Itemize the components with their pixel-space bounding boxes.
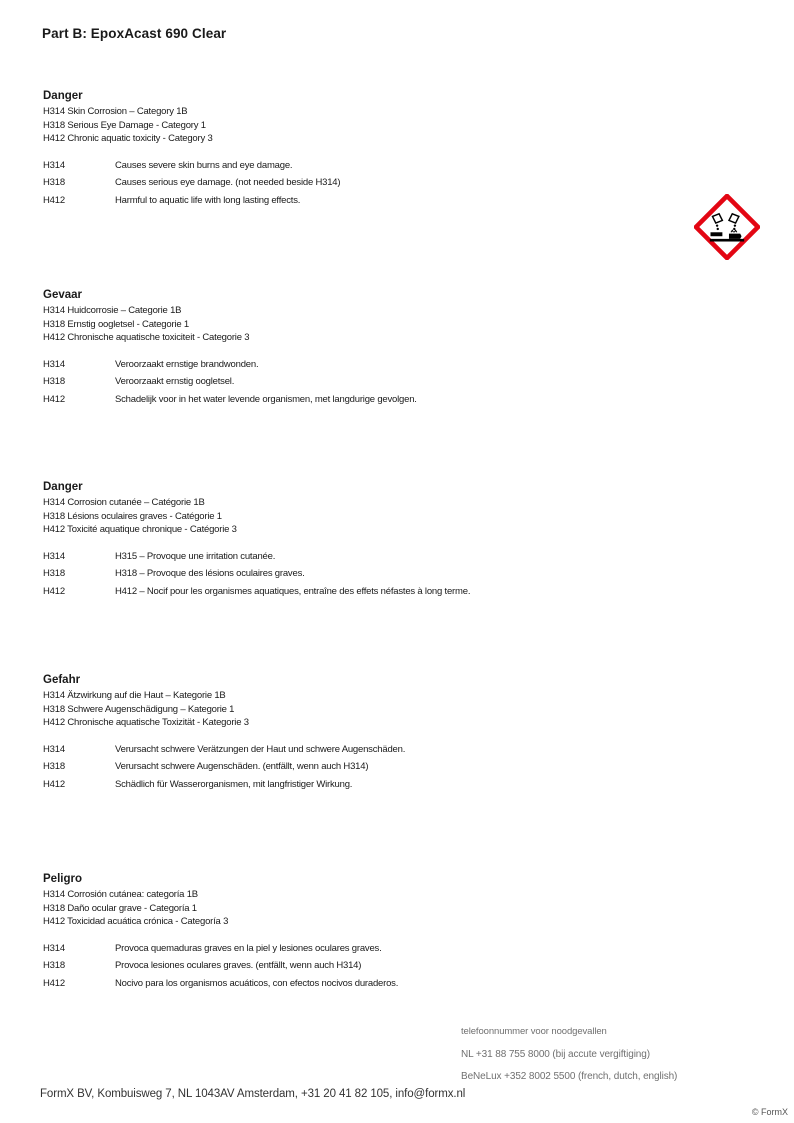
classification-line: H318 Daño ocular grave - Categoría 1 bbox=[43, 902, 197, 914]
statement-code: H318 bbox=[43, 177, 65, 188]
statement-code: H314 bbox=[43, 550, 65, 562]
classification-line: H314 Ätzwirkung auf die Haut – Kategorie 1B bbox=[43, 690, 226, 701]
hazard-statements bbox=[43, 548, 683, 601]
classification-line: H314 Huidcorrosie – Categorie 1B bbox=[43, 305, 182, 316]
emergency-title: telefoonnummer voor noodgevallen bbox=[461, 1026, 607, 1037]
statement-text: Causes severe skin burns and eye damage. bbox=[115, 159, 293, 171]
statement-text: Verursacht schwere Augenschäden. (entfällt, wenn auch H314) bbox=[115, 761, 369, 772]
statement-row bbox=[43, 957, 683, 975]
classification-line: H412 Chronische aquatische Toxizität - Kategorie 3 bbox=[43, 717, 249, 728]
hazard-statements bbox=[43, 356, 683, 409]
copyright: © FormX bbox=[751, 1107, 788, 1117]
statement-code: H412 bbox=[43, 393, 65, 405]
classification-line: H318 Lésions oculaires graves - Catégorie 1 bbox=[43, 510, 222, 522]
statement-row bbox=[43, 940, 683, 958]
ghs05-corrosion-pictogram-icon bbox=[694, 194, 760, 260]
statement-code: H318 bbox=[43, 761, 65, 772]
statement-code: H412 bbox=[43, 977, 65, 989]
statement-row bbox=[43, 174, 683, 192]
statement-text: H318 – Provoque des lésions oculaires graves. bbox=[115, 568, 305, 579]
statement-text: Provoca lesiones oculares graves. (entfällt, wenn auch H314) bbox=[115, 960, 362, 971]
signal-word: Danger bbox=[43, 90, 83, 102]
statement-code: H314 bbox=[43, 159, 65, 171]
statement-text: Causes serious eye damage. (not needed beside H314) bbox=[115, 177, 341, 188]
statement-text: Veroorzaakt ernstige brandwonden. bbox=[115, 358, 259, 370]
statement-row bbox=[43, 356, 683, 374]
statement-code: H412 bbox=[43, 585, 65, 597]
statement-row bbox=[43, 975, 683, 993]
statement-row bbox=[43, 373, 683, 391]
hazard-section-spanish bbox=[43, 872, 683, 992]
statement-row bbox=[43, 391, 683, 409]
statement-code: H412 bbox=[43, 778, 65, 790]
statement-row bbox=[43, 157, 683, 175]
statement-text: Provoca quemaduras graves en la piel y lesiones oculares graves. bbox=[115, 942, 382, 954]
statement-row bbox=[43, 548, 683, 566]
statement-row bbox=[43, 758, 683, 776]
classification-line: H318 Schwere Augenschädigung – Kategorie 1 bbox=[43, 703, 235, 715]
classification-line: H314 Skin Corrosion – Category 1B bbox=[43, 106, 188, 117]
statement-text: H315 – Provoque une irritation cutanée. bbox=[115, 550, 276, 562]
signal-word: Gefahr bbox=[43, 674, 81, 686]
page-title: Part B: EpoxAcast 690 Clear bbox=[42, 26, 227, 41]
statement-code: H318 bbox=[43, 568, 65, 579]
hazard-section-dutch bbox=[43, 288, 683, 408]
statement-row bbox=[43, 776, 683, 794]
statement-text: Harmful to aquatic life with long lasting effects. bbox=[115, 194, 301, 206]
signal-word: Peligro bbox=[43, 873, 82, 885]
footer-address: FormX BV, Kombuisweg 7, NL 1043AV Amsterdam, +31 20 41 82 105, info@formx.nl bbox=[40, 1088, 466, 1100]
hazard-statements bbox=[43, 157, 683, 210]
hazard-statements bbox=[43, 741, 683, 794]
classification-line: H314 Corrosion cutanée – Catégorie 1B bbox=[43, 497, 205, 508]
statement-text: Schädlich für Wasserorganismen, mit langfristiger Wirkung. bbox=[115, 778, 353, 790]
classification-line: H318 Ernstig oogletsel - Categorie 1 bbox=[43, 318, 189, 330]
statement-text: Nocivo para los organismos acuáticos, con efectos nocivos duraderos. bbox=[115, 977, 399, 989]
signal-word: Gevaar bbox=[43, 289, 83, 301]
hazard-section-french bbox=[43, 480, 683, 600]
classification-line: H412 Chronic aquatic toxicity - Category 3 bbox=[43, 133, 213, 144]
signal-word: Danger bbox=[43, 481, 83, 493]
statement-row bbox=[43, 565, 683, 583]
statement-row bbox=[43, 192, 683, 210]
classification-line: H314 Corrosión cutánea: categoría 1B bbox=[43, 889, 198, 900]
hazard-section-german bbox=[43, 673, 683, 793]
classification-line: H318 Serious Eye Damage - Category 1 bbox=[43, 119, 206, 131]
emergency-phone-benelux: BeNeLux +352 8002 5500 (french, dutch, english) bbox=[461, 1071, 678, 1082]
emergency-phone-nl: NL +31 88 755 8000 (bij accute vergiftiging) bbox=[461, 1049, 650, 1060]
statement-code: H412 bbox=[43, 194, 65, 206]
classification-line: H412 Toxicidad acuática crónica - Categoría 3 bbox=[43, 916, 229, 927]
classification-line: H412 Toxicité aquatique chronique - Catégorie 3 bbox=[43, 524, 237, 535]
statement-text: Veroorzaakt ernstig oogletsel. bbox=[115, 376, 235, 387]
statement-code: H318 bbox=[43, 960, 65, 971]
statement-code: H314 bbox=[43, 358, 65, 370]
statement-code: H314 bbox=[43, 942, 65, 954]
hazard-statements bbox=[43, 940, 683, 993]
statement-row bbox=[43, 741, 683, 759]
statement-text: H412 – Nocif pour les organismes aquatiques, entraîne des effets néfastes à long terme. bbox=[115, 585, 471, 597]
statement-text: Verursacht schwere Verätzungen der Haut und schwere Augenschäden. bbox=[115, 743, 406, 755]
statement-code: H314 bbox=[43, 743, 65, 755]
statement-code: H318 bbox=[43, 376, 65, 387]
hazard-section-english bbox=[43, 89, 683, 209]
emergency-contact bbox=[461, 1026, 677, 1092]
statement-row bbox=[43, 583, 683, 601]
statement-text: Schadelijk voor in het water levende organismen, met langdurige gevolgen. bbox=[115, 393, 417, 405]
classification-line: H412 Chronische aquatische toxiciteit - Categorie 3 bbox=[43, 332, 250, 343]
